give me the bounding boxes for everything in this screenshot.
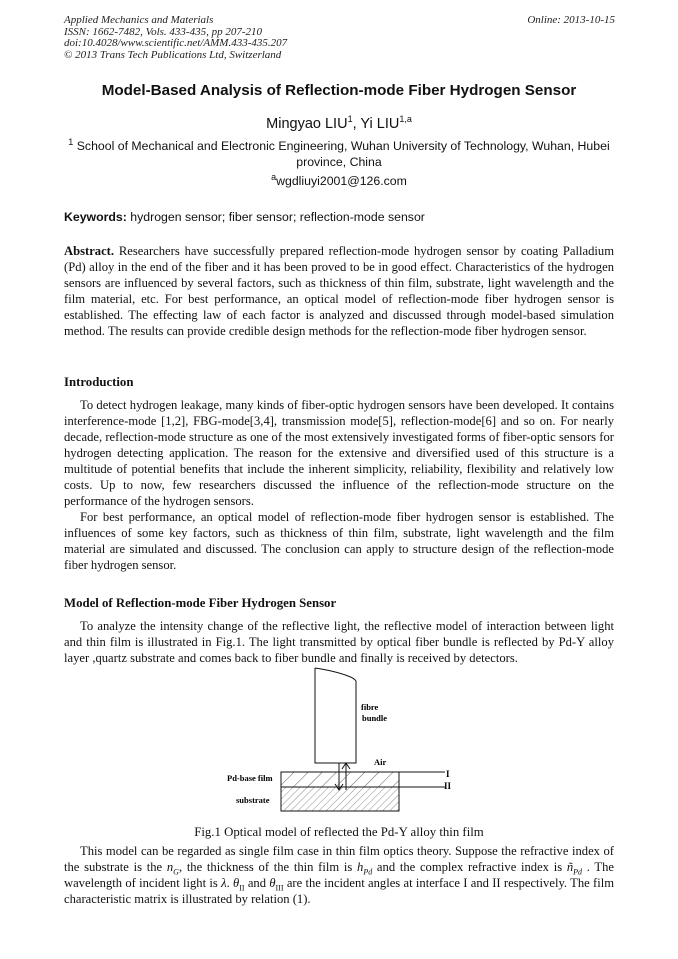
paragraph: To detect hydrogen leakage, many kinds of fiber-optic hydrogen sensors have been developed. It contains interference-mode [1,2], FBG-mode[3,4], transmission mode[5], reflection-mode[6] and so on. For nearly decade, reflection-mode structure as one of the most extensively investigated forms of fiber-optic sensors for hydrogen detecting application. The reason for the extensive and diversified used of this structure is a multitude of potential benefits that include the inherent simplicity, reliability, flexibility and relatively low costs. Up to now, few researchers discussed the influence of the reflection-mode structure on the performance of the hydrogen sensors. xyxy=(64,398,614,508)
online-date: Online: 2013-10-15 xyxy=(527,14,615,26)
affiliation xyxy=(64,138,614,170)
figure-optical-model xyxy=(215,667,485,822)
bundle-label: bundle xyxy=(362,713,388,723)
author-affil-sup: 1,a xyxy=(399,114,412,125)
author-name: Mingyao LIU xyxy=(266,116,348,132)
fibre-bundle-end xyxy=(315,668,356,681)
fibre-label: fibre xyxy=(361,702,379,712)
paragraph: For best performance, an optical model of reflection-mode fiber hydrogen sensor is established. The influences of some key factors, such as thickness of thin film, substrate, light wavelength and the film material are simulated and discussed. The conclusion can apply to structure design of the reflection-mode fiber hydrogen sensor. xyxy=(64,510,614,572)
air-label: Air xyxy=(374,757,387,767)
interface-I-label: I xyxy=(446,769,450,779)
paper-title: Model-Based Analysis of Reflection-mode Fiber Hydrogen Sensor xyxy=(101,82,577,99)
model-body xyxy=(64,618,614,666)
affiliation-text: School of Mechanical and Electronic Engineering, Wuhan University of Technology, Wuhan, Hubei province, China xyxy=(73,139,610,169)
substrate-label: substrate xyxy=(236,795,270,805)
affiliation-sup: 1 xyxy=(68,136,74,147)
section-heading-model: Model of Reflection-mode Fiber Hydrogen Sensor xyxy=(64,596,337,610)
substrate-layer xyxy=(281,787,399,811)
model-body-continued xyxy=(64,843,614,907)
abstract-label: Abstract. xyxy=(64,244,115,258)
keywords xyxy=(64,210,614,224)
paragraph: This model can be regarded as single film case in thin film optics theory. Suppose the refractive index of the substrate is the $n_G$, the thickness of the thin film is $h_{Pd}$ and the complex refractive index is $ñ_{Pd}$ . The wavelength of incident light is λ. $\theta_{II}$ and $\theta_{III}$ are the incident angles at interface I and II respectively. The film characteristic matrix is illustrated by relation (1). xyxy=(64,844,615,906)
author-email xyxy=(0,171,678,188)
figure-caption: Fig.1 Optical model of reflected the Pd-Y alloy thin film xyxy=(194,825,484,839)
fibre-bundle xyxy=(315,668,356,763)
keywords-label: Keywords: xyxy=(64,210,127,224)
author-separator: , xyxy=(352,116,361,132)
interface-II-label: II xyxy=(444,781,452,791)
journal-name: Applied Mechanics and Materials xyxy=(64,14,214,26)
copyright-line: © 2013 Trans Tech Publications Ltd, Switzerland xyxy=(64,48,282,61)
author-line xyxy=(0,116,678,132)
introduction-body xyxy=(64,397,614,573)
doi-line: doi:10.4028/www.scientific.net/AMM.433-435.207 xyxy=(64,37,288,49)
pd-film-label: Pd-base film xyxy=(227,773,273,783)
issn-line: ISSN: 1662-7482, Vols. 433-435, pp 207-210 xyxy=(64,25,262,38)
author-name: Yi LIU xyxy=(360,116,400,132)
pd-film-layer xyxy=(281,772,399,787)
paragraph: To analyze the intensity change of the reflective light, the reflective model of interaction between light and thin film is illustrated in Fig.1. The light transmitted by optical fiber bundle is reflected by Pd-Y alloy layer ,quartz substrate and comes back to fiber bundle and finally is received by detectors. xyxy=(64,619,614,665)
journal-header xyxy=(64,15,287,61)
author-affil-sup: 1 xyxy=(347,114,353,125)
email-sup: a xyxy=(271,171,277,182)
email-link[interactable]: wgdliuyi2001@126.com xyxy=(276,174,407,188)
abstract-text: Researchers have successfully prepared reflection-mode hydrogen sensor by coating Palladium (Pd) alloy in the end of the fiber and it has been proved to be in good effect. Characteristics of the hydrogen sensors are influenced by several factors, such as thickness of thin film, substrate, light wavelength and the film material, etc. For best performance, an optical model of reflection-mode fiber hydrogen sensor is established. The effecting law of each factor is analyzed and discussed through model-based simulation method. The results can provide credible design methods for the reflection-mode fiber hydrogen sensor. xyxy=(64,244,614,338)
keywords-text: hydrogen sensor; fiber sensor; reflection-mode sensor xyxy=(126,210,425,224)
abstract xyxy=(64,243,614,339)
section-heading-introduction: Introduction xyxy=(64,375,134,389)
